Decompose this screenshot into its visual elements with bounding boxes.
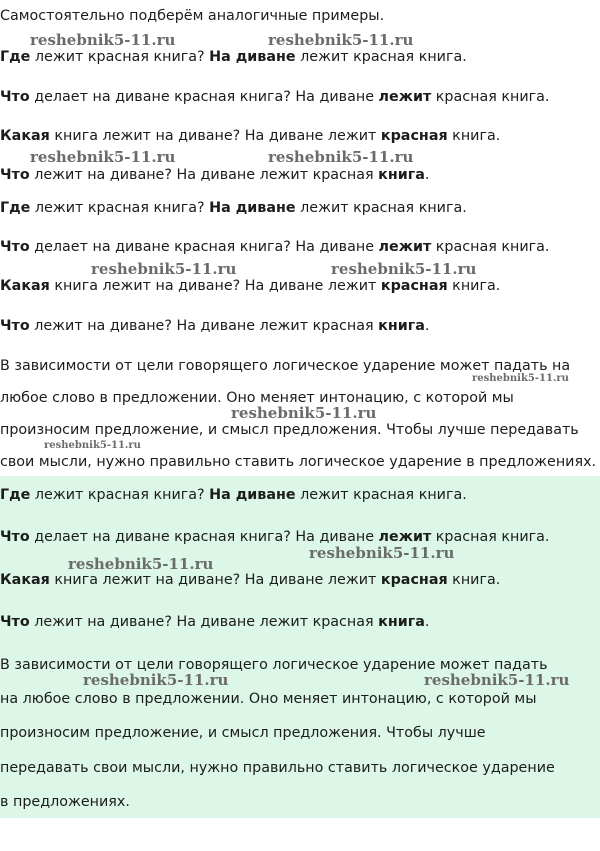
explanation-line: произносим предложение, и смысл предложения. Чтобы лучше передавать: [0, 422, 579, 438]
explanation-line: на любое слово в предложении. Оно меняет интонацию, с которой мы: [0, 691, 537, 707]
sentence-text: лежит красная книга?: [30, 200, 210, 216]
sentence-text: книга.: [447, 128, 501, 144]
stressed-word: На диване: [209, 49, 296, 65]
sentence-text: книга лежит на диване? На диване лежит: [49, 128, 381, 144]
sentence-text: книга.: [447, 278, 501, 294]
sentence-text: лежит красная книга?: [30, 487, 210, 503]
watermark: reshebnik5-11.ru: [30, 31, 176, 49]
watermark: reshebnik5-11.ru: [472, 373, 569, 384]
sentence-what: [0, 317, 429, 335]
sentence-text: лежит на диване? На диване лежит красная: [29, 167, 379, 183]
watermark: reshebnik5-11.ru: [309, 544, 455, 562]
explanation-line: В зависимости от цели говорящего логическое ударение может падать на: [0, 358, 571, 374]
sentence-text: лежит красная книга.: [295, 487, 467, 503]
watermark: reshebnik5-11.ru: [44, 440, 141, 451]
stressed-word: красная: [380, 572, 448, 588]
stressed-word: книга: [378, 167, 425, 183]
watermark: reshebnik5-11.ru: [268, 148, 414, 166]
explanation-line: в предложениях.: [0, 794, 130, 810]
sentence-what-does: [0, 88, 549, 106]
stressed-word: Что: [0, 239, 30, 255]
stressed-word: лежит: [378, 529, 432, 545]
sentence-what: [0, 613, 429, 631]
sentence-where: [0, 48, 467, 66]
stressed-word: Что: [0, 529, 30, 545]
watermark: reshebnik5-11.ru: [91, 260, 237, 278]
watermark: reshebnik5-11.ru: [83, 671, 229, 689]
stressed-word: лежит: [378, 239, 432, 255]
sentence-text: красная книга.: [431, 239, 550, 255]
stressed-word: Где: [0, 487, 31, 503]
stressed-word: На диване: [209, 200, 296, 216]
sentence-text: книга.: [447, 572, 501, 588]
watermark: reshebnik5-11.ru: [68, 555, 214, 573]
sentence-text: лежит красная книга.: [295, 200, 467, 216]
sentence-text: лежит на диване? На диване лежит красная: [29, 318, 379, 334]
sentence-what: [0, 166, 429, 184]
watermark: reshebnik5-11.ru: [331, 260, 477, 278]
stressed-word: На диване: [209, 487, 296, 503]
stressed-word: Какая: [0, 278, 50, 294]
explanation-line: любое слово в предложении. Оно меняет интонацию, с которой мы: [0, 390, 514, 406]
stressed-word: красная: [380, 128, 448, 144]
watermark: reshebnik5-11.ru: [424, 671, 570, 689]
sentence-what-does: [0, 238, 549, 256]
stressed-word: Что: [0, 318, 30, 334]
sentence-text: книга лежит на диване? На диване лежит: [49, 572, 381, 588]
sentence-text: делает на диване красная книга? На диване: [29, 239, 379, 255]
sentence-text: лежит на диване? На диване лежит красная: [29, 614, 379, 630]
explanation-line: передавать свои мысли, нужно правильно ставить логическое ударение: [0, 760, 555, 776]
sentence-where: [0, 486, 467, 504]
sentence-text: .: [424, 318, 430, 334]
watermark: reshebnik5-11.ru: [231, 404, 377, 422]
explanation-line: В зависимости от цели говорящего логическое ударение может падать: [0, 657, 548, 673]
stressed-word: красная: [380, 278, 448, 294]
intro-text: Самостоятельно подберём аналогичные примеры.: [0, 8, 385, 24]
stressed-word: книга: [378, 614, 425, 630]
explanation-line: произносим предложение, и смысл предложения. Чтобы лучше: [0, 725, 486, 741]
stressed-word: Какая: [0, 572, 50, 588]
sentence-text: .: [424, 167, 430, 183]
stressed-word: Где: [0, 49, 31, 65]
sentence-text: делает на диване красная книга? На диване: [29, 89, 379, 105]
sentence-text: делает на диване красная книга? На диване: [29, 529, 379, 545]
sentence-text: .: [424, 614, 430, 630]
stressed-word: книга: [378, 318, 425, 334]
sentence-text: книга лежит на диване? На диване лежит: [49, 278, 381, 294]
sentence-text: лежит красная книга?: [30, 49, 210, 65]
stressed-word: Какая: [0, 128, 50, 144]
explanation-line: свои мысли, нужно правильно ставить логическое ударение в предложениях.: [0, 454, 597, 470]
stressed-word: Что: [0, 89, 30, 105]
stressed-word: Что: [0, 614, 30, 630]
sentence-text: красная книга.: [431, 89, 550, 105]
sentence-which: [0, 571, 500, 589]
sentence-text: красная книга.: [431, 529, 550, 545]
stressed-word: Где: [0, 200, 31, 216]
sentence-where: [0, 199, 467, 217]
stressed-word: Что: [0, 167, 30, 183]
stressed-word: лежит: [378, 89, 432, 105]
sentence-which: [0, 127, 500, 145]
sentence-which: [0, 277, 500, 295]
sentence-what-does: [0, 528, 549, 546]
sentence-text: лежит красная книга.: [295, 49, 467, 65]
watermark: reshebnik5-11.ru: [30, 148, 176, 166]
watermark: reshebnik5-11.ru: [268, 31, 414, 49]
